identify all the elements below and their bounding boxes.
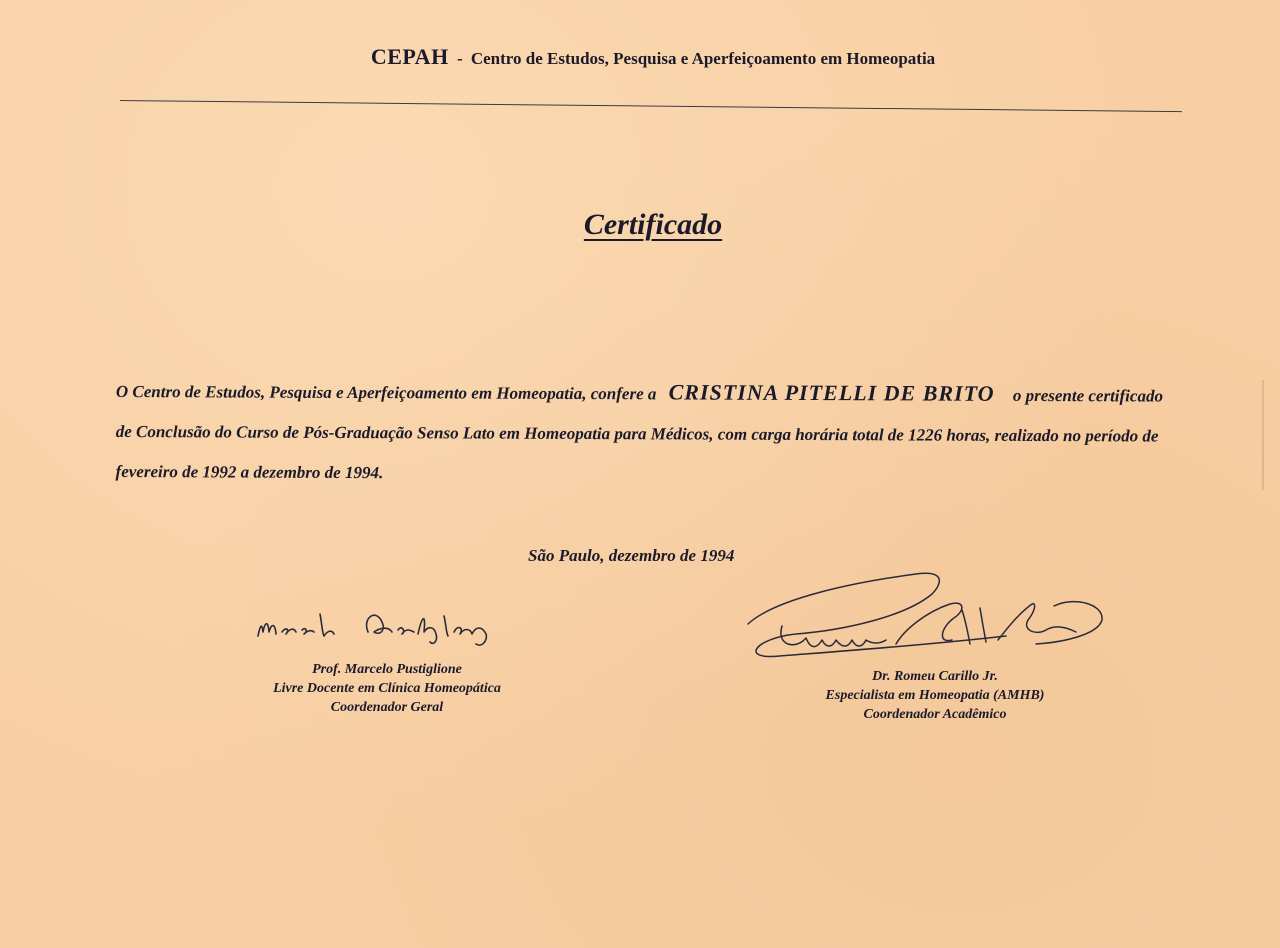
signatory-left-role: Coordenador Geral <box>330 700 444 715</box>
signatory-left <box>232 660 542 717</box>
certificate-body <box>115 370 1182 497</box>
institution-acronym: CEPAH <box>370 44 449 69</box>
body-intro: O Centro de Estudos, Pesquisa e Aperfeiçoamento em Homeopatia, confere a <box>115 381 657 404</box>
signatory-left-name: Prof. Marcelo Pustiglione <box>312 662 462 677</box>
certificate-title: Certificado <box>583 208 723 241</box>
recipient-name: CRISTINA PITELLI DE BRITO <box>668 379 995 406</box>
scan-edge-mark <box>1262 380 1264 490</box>
institution-header <box>0 44 1280 70</box>
body-text: o presente certificado de Conclusão do Curso de Pós-Graduação Senso Lato em Homeopatia para Médicos, com carga horária total de 1226 horas, realizado no período de fevereiro de 1992 a dezembro de 1994. <box>115 385 1164 483</box>
signatory-right-name: Dr. Romeu Carillo Jr. <box>872 669 998 684</box>
header-separator: - <box>456 49 463 68</box>
signatory-right-role: Coordenador Acadêmico <box>863 707 1007 722</box>
signatory-right-title: Especialista em Homeopatia (AMHB) <box>825 688 1045 703</box>
header-divider <box>120 100 1182 112</box>
institution-name: Centro de Estudos, Pesquisa e Aperfeiçoamento em Homeopatia <box>470 49 936 68</box>
signature-left-image <box>250 592 520 658</box>
place-and-date: São Paulo, dezembro de 1994 <box>528 546 735 565</box>
signatory-left-title: Livre Docente em Clínica Homeopática <box>273 681 501 696</box>
signature-right-image <box>736 560 1116 680</box>
signatory-right <box>780 667 1090 724</box>
